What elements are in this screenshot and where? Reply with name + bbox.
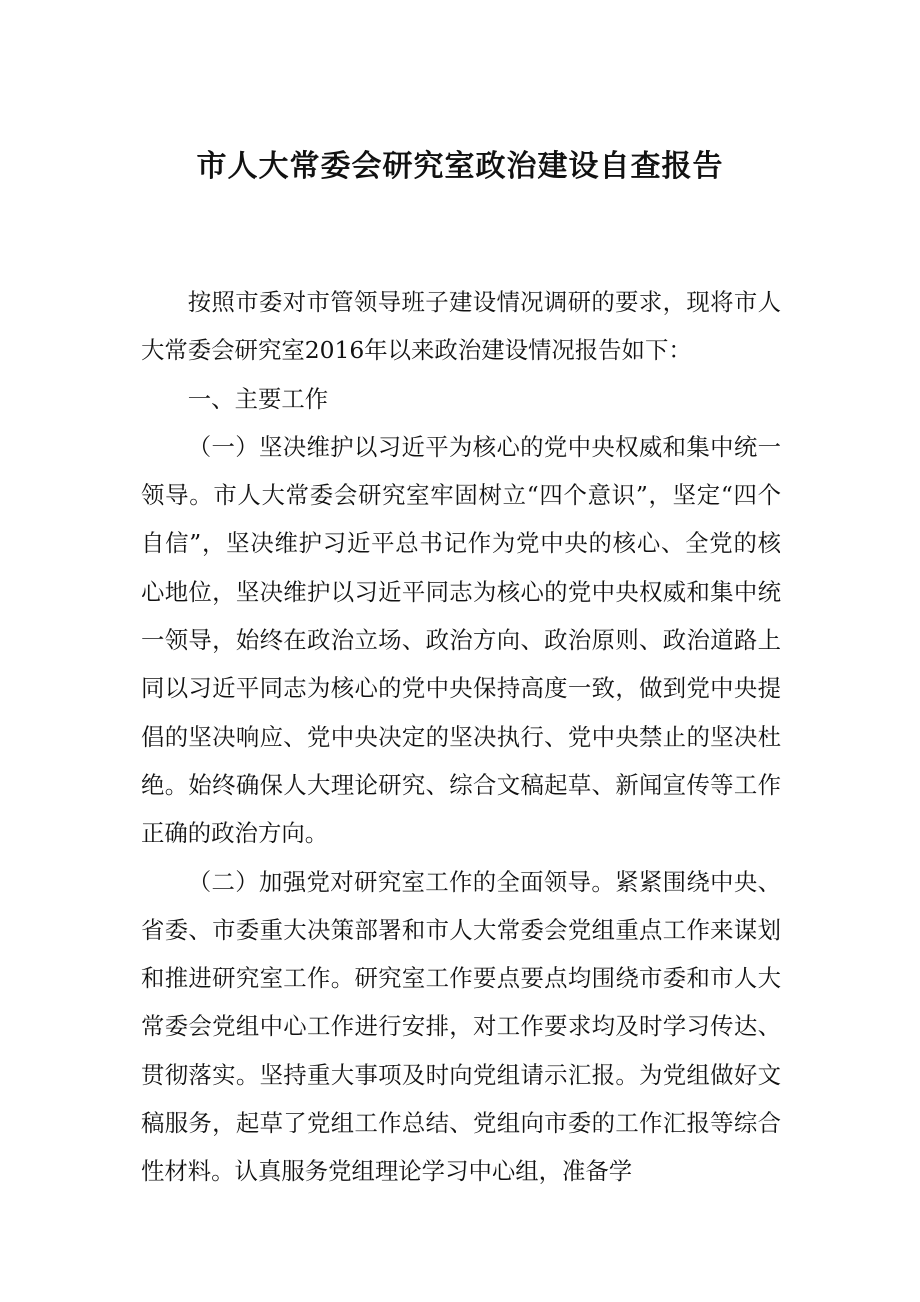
paragraph-item-2: （二）加强党对研究室工作的全面领导。紧紧围绕中央、省委、市委重大决策部署和市人大常委会党组重点工作来谋划和推进研究室工作。研究室工作要点要点均围绕市委和市人大常委会党组中心工作进行安排，对工作要求均及时学习传达、贯彻落实。坚持重大事项及时向党组请示汇报。为党组做好文稿服务，起草了党组工作总结、党组向市委的工作汇报等综合性材料。认真服务党组理论学习中心组，准备学 bbox=[141, 867, 781, 1186]
document-body bbox=[141, 278, 781, 1196]
paragraph-intro: 按照市委对市管领导班子建设情况调研的要求，现将市人大常委会研究室2016年以来政治建设情况报告如下： bbox=[141, 288, 781, 365]
document-title: 市人大常委会研究室政治建设自查报告 bbox=[196, 149, 724, 184]
paragraph-item-1: （一）坚决维护以习近平为核心的党中央权威和集中统一领导。市人大常委会研究室牢固树立“四个意识”，坚定“四个自信”，坚决维护习近平总书记作为党中央的核心、全党的核心地位，坚决维护以习近平同志为核心的党中央权威和集中统一领导，始终在政治立场、政治方向、政治原则、政治道路上同以习近平同志为核心的党中央保持高度一致，做到党中央提倡的坚决响应、党中央决定的坚决执行、党中央禁止的坚决杜绝。始终确保人大理论研究、综合文稿起草、新闻宣传等工作正确的政治方向。 bbox=[141, 432, 781, 848]
section-heading-main-work: 一、主要工作 bbox=[187, 384, 329, 413]
